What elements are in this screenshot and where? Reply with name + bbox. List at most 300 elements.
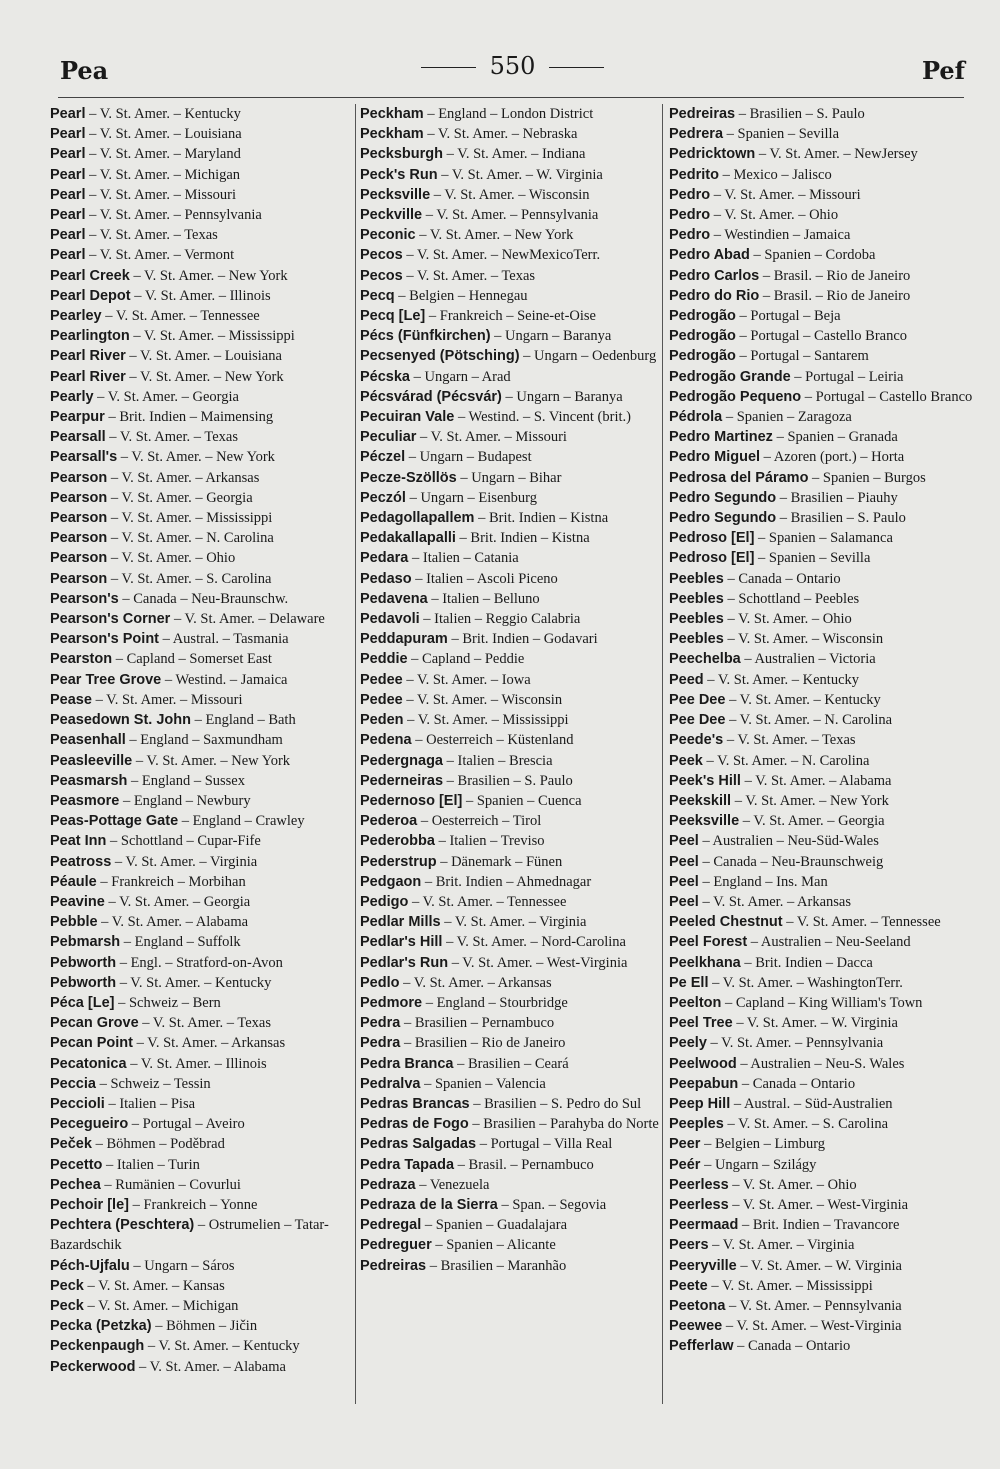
entry-location: – V. St. Amer. – S. Carolina: [723, 1116, 889, 1133]
gazetteer-entry: [50, 225, 348, 245]
entry-location: – Rumänien – Covurlui: [100, 1176, 241, 1193]
entry-place-name: Pebworth: [50, 974, 117, 991]
entry-place-name: Pedroso [El]: [669, 530, 755, 547]
entry-place-name: Pearson: [50, 510, 108, 527]
entry-location: – V. St. Amer. – Ohio: [107, 550, 236, 567]
entry-place-name: Peely: [669, 1035, 707, 1052]
entry-place-name: Peetona: [669, 1297, 726, 1314]
entry-place-name: Pechea: [50, 1176, 101, 1193]
gazetteer-entry: [50, 872, 348, 892]
entry-location: – V. St. Amer. – Virginia: [111, 853, 258, 870]
gazetteer-entry: [360, 609, 665, 629]
entry-place-name: Pearson: [50, 570, 108, 587]
gazetteer-entry: [360, 245, 665, 265]
entry-location: – V. St. Amer. – Virginia: [708, 1237, 855, 1254]
entry-place-name: Pecka (Petzka): [50, 1318, 152, 1335]
entry-location: – V. St. Amer. – New York: [125, 368, 284, 385]
entry-place-name: Peculiar: [360, 429, 417, 446]
entry-place-name: Peermaad: [669, 1217, 739, 1234]
entry-location: – Brit. Indien – Dacca: [740, 954, 873, 971]
entry-place-name: Pedrosa del Páramo: [669, 469, 809, 486]
entry-location: – V. St. Amer. – Nord-Carolina: [442, 934, 626, 951]
gazetteer-entry: [50, 104, 348, 124]
entry-location: – V. St. Amer. – Louisiana: [125, 348, 282, 365]
entry-location: – V. St. Amer. – Wisconsin: [723, 631, 884, 648]
gazetteer-entry: [50, 1074, 348, 1094]
gazetteer-entry: [360, 1235, 665, 1255]
entry-place-name: Pedlo: [360, 974, 400, 991]
header-left-guideword: Pea: [60, 56, 109, 85]
gazetteer-entry: [669, 1114, 977, 1134]
entry-place-name: Pedreiras: [669, 106, 736, 122]
entry-location: – V. St. Amer. – Wisconsin: [430, 186, 590, 203]
gazetteer-entry: [360, 266, 665, 286]
entry-location: – England – Bath: [191, 712, 296, 729]
gazetteer-entry: [669, 468, 977, 488]
entry-location: – V. St. Amer. – Texas: [138, 1015, 271, 1032]
gazetteer-entry: [669, 670, 977, 690]
entry-location: – Australien – Neu-Süd-Wales: [698, 833, 879, 850]
entry-location: – V. St. Amer. – Tennessee: [101, 308, 260, 325]
entry-place-name: Pederneiras: [360, 772, 444, 789]
entry-location: – V. St. Amer. – Georgia: [739, 813, 885, 830]
entry-location: – Frankreich – Seine-et-Oise: [425, 308, 596, 325]
gazetteer-entry: [669, 346, 977, 366]
entry-place-name: Pecq [Le]: [360, 308, 426, 325]
gazetteer-entry: [669, 1033, 977, 1053]
gazetteer-entry: [669, 306, 977, 326]
entry-location: – Brit. Indien – Maimensing: [104, 409, 274, 426]
entry-location: – Oesterreich – Tirol: [417, 813, 542, 830]
gazetteer-entry: [669, 1256, 977, 1276]
entry-place-name: Pecze-Szöllös: [360, 469, 457, 486]
entry-location: – V. St. Amer. – Arkansas: [698, 893, 851, 910]
entry-location: – V. St. Amer. – Texas: [85, 227, 218, 244]
entry-place-name: Pearson: [50, 530, 108, 547]
gazetteer-entry: [669, 104, 977, 124]
entry-location: – V. St. Amer. – NewMexicoTerr.: [402, 247, 601, 264]
entry-location: – V. St. Amer. – Wisconsin: [402, 691, 563, 708]
gazetteer-entry: [669, 831, 977, 851]
entry-location: – V. St. Amer. – Missouri: [710, 186, 861, 203]
entry-location: – V. St. Amer. – Michigan: [83, 1297, 239, 1314]
entry-place-name: Peel Forest: [669, 934, 748, 951]
gazetteer-entry: [50, 407, 348, 427]
entry-location: – V. St. Amer. – Tennessee: [782, 914, 941, 931]
entry-location: – Canada – Ontario: [723, 570, 841, 587]
gazetteer-entry: [669, 973, 977, 993]
entry-location: – Ungarn – Bihar: [456, 469, 562, 486]
gazetteer-entry: [50, 165, 348, 185]
gazetteer-entry: [50, 286, 348, 306]
entry-location: – Italien – Catania: [408, 550, 519, 567]
gazetteer-entry: [360, 1114, 665, 1134]
header-dash-right: [549, 67, 604, 68]
gazetteer-entry: [360, 1175, 665, 1195]
gazetteer-entry: [360, 690, 665, 710]
gazetteer-entry: [669, 932, 977, 952]
entry-place-name: Pe Ell: [669, 974, 709, 991]
gazetteer-entry: [50, 1296, 348, 1316]
gazetteer-entry: [669, 205, 977, 225]
entry-place-name: Pedrogão: [669, 348, 736, 365]
gazetteer-entry: [360, 427, 665, 447]
entry-location: – Australien – Neu-S. Wales: [736, 1055, 905, 1072]
entry-place-name: Pearl: [50, 227, 86, 244]
gazetteer-entry: [669, 1316, 977, 1336]
entry-location: – Portugal – Beja: [735, 308, 841, 325]
entry-place-name: Pedro: [669, 207, 711, 224]
entry-location: – V. St. Amer. – Kentucky: [116, 974, 272, 991]
entry-place-name: Pearsall: [50, 429, 106, 446]
entry-place-name: Pedra: [360, 1035, 401, 1052]
entry-location: – Brit. Indien – Travancore: [738, 1217, 900, 1234]
entry-place-name: Pedgaon: [360, 873, 422, 890]
gazetteer-entry: [50, 508, 348, 528]
entry-place-name: Pecatonica: [50, 1055, 127, 1072]
entry-place-name: Pecsenyed (Pötsching): [360, 348, 520, 365]
entry-place-name: Pedraza: [360, 1176, 416, 1193]
gazetteer-entry: [360, 811, 665, 831]
entry-place-name: Peden: [360, 712, 404, 729]
entry-place-name: Pearson's: [50, 590, 119, 607]
entry-location: – V. St. Amer. – Pennsylvania: [422, 207, 599, 224]
entry-place-name: Pécska: [360, 368, 410, 385]
entry-location: – V. St. Amer. – Arkansas: [133, 1035, 286, 1052]
entry-place-name: Pedraza de la Sierra: [360, 1196, 498, 1213]
entry-location: – V. St. Amer. – Missouri: [91, 691, 243, 708]
entry-place-name: Pecan Point: [50, 1035, 133, 1052]
entry-place-name: Pearley: [50, 308, 102, 325]
entry-location: – V. St. Amer. – Louisiana: [85, 126, 242, 143]
entry-place-name: Pearl: [50, 207, 86, 224]
gazetteer-entry: [50, 1114, 348, 1134]
gazetteer-entry: [669, 730, 977, 750]
gazetteer-entry: [50, 649, 348, 669]
entry-location: – V. St. Amer. – Kansas: [83, 1277, 225, 1294]
entry-place-name: Pedras Brancas: [360, 1095, 470, 1112]
entry-location: – Austral. – Süd-Australien: [730, 1095, 893, 1112]
entry-location: – Brit. Indien – Ahmednagar: [421, 873, 592, 890]
entry-location: – Schottland – Cupar-Fife: [106, 833, 261, 850]
entry-location: – England – Crawley: [178, 813, 305, 830]
gazetteer-entry: [360, 488, 665, 508]
entry-location: – V. St. Amer. – S. Carolina: [107, 570, 272, 587]
gazetteer-entry: [669, 629, 977, 649]
entry-location: – V. St. Amer. – Mississippi: [403, 712, 569, 729]
entry-location: – Dänemark – Fünen: [436, 853, 563, 870]
gazetteer-entry: [360, 1013, 665, 1033]
gazetteer-entry: [50, 367, 348, 387]
gazetteer-entry: [669, 1336, 977, 1356]
entry-location: – Böhmen – Poděbrad: [91, 1136, 225, 1153]
gazetteer-entry: [50, 1013, 348, 1033]
entry-place-name: Peasenhall: [50, 732, 126, 749]
gazetteer-entry: [669, 367, 977, 387]
entry-location: – Portugal – Castello Branco: [735, 328, 908, 345]
gazetteer-entry: [50, 569, 348, 589]
gazetteer-entry: [50, 1357, 348, 1377]
entry-place-name: Peck: [50, 1297, 84, 1314]
page-number-block: [60, 52, 965, 80]
entry-location: – V. St. Amer. – New York: [132, 752, 291, 769]
entry-place-name: Peel: [669, 893, 699, 910]
entry-location: – Brasil. – Rio de Janeiro: [759, 287, 911, 304]
entry-location: – Spanien – Cordoba: [749, 247, 876, 264]
entry-place-name: Pederobba: [360, 833, 435, 850]
gazetteer-entry: [50, 932, 348, 952]
entry-location: – Italien – Turin: [102, 1156, 200, 1173]
entry-place-name: Pebmarsh: [50, 934, 121, 951]
entry-place-name: Peers: [669, 1237, 709, 1254]
gazetteer-entry: [50, 528, 348, 548]
gazetteer-entry: [360, 528, 665, 548]
entry-place-name: Peede's: [669, 732, 724, 749]
entry-place-name: Péca [Le]: [50, 994, 115, 1011]
entry-place-name: Pederstrup: [360, 853, 437, 870]
entry-location: – Portugal – Leiria: [790, 368, 904, 385]
entry-location: – Spanien – Zaragoza: [722, 409, 852, 426]
entry-place-name: Peasmarsh: [50, 772, 128, 789]
entry-location: – Canada – Neu-Braunschw.: [118, 590, 289, 607]
gazetteer-entry: [360, 286, 665, 306]
entry-location: – Canada – Ontario: [738, 1075, 856, 1092]
entry-location: – Brasilien – S. Paulo: [776, 510, 906, 527]
entry-place-name: Pechoir [le]: [50, 1196, 129, 1213]
gazetteer-entry: [50, 1033, 348, 1053]
entry-location: – V. St. Amer. – Georgia: [93, 388, 239, 405]
entry-place-name: Peekskill: [669, 792, 732, 809]
gazetteer-entry: [360, 407, 665, 427]
gazetteer-entry: [360, 387, 665, 407]
gazetteer-entry: [669, 447, 977, 467]
entry-location: – V. St. Amer. – Illinois: [130, 287, 271, 304]
entry-location: – V. St. Amer. – Mississippi: [107, 510, 273, 527]
gazetteer-entry: [360, 346, 665, 366]
entry-location: – England – London District: [423, 106, 594, 122]
gazetteer-entry: [50, 993, 348, 1013]
entry-location: – Frankreich – Morbihan: [96, 873, 246, 890]
gazetteer-entry: [50, 326, 348, 346]
gazetteer-entry: [669, 548, 977, 568]
entry-location: – V. St. Amer. – W. Virginia: [732, 1015, 898, 1032]
entry-location: – V. St. Amer. – Texas: [402, 267, 536, 284]
entry-place-name: Pedro Segundo: [669, 510, 777, 527]
entry-place-name: Pecos: [360, 267, 403, 284]
gazetteer-entry: [360, 447, 665, 467]
entry-location: – Brasilien – Ceará: [453, 1055, 569, 1072]
entry-place-name: Peckenpaugh: [50, 1338, 145, 1355]
gazetteer-entry: [360, 1054, 665, 1074]
entry-place-name: Pecksburgh: [360, 146, 443, 163]
entry-location: – V. St. Amer. – Pennsylvania: [706, 1035, 884, 1052]
entry-place-name: Péch-Ujfalu: [50, 1257, 130, 1274]
entry-place-name: Peavine: [50, 893, 105, 910]
entry-location: – V. St. Amer. – New York: [731, 792, 889, 809]
entry-place-name: Peček: [50, 1136, 92, 1153]
entry-location: – Spanien – Alicante: [431, 1237, 556, 1254]
entry-place-name: Pearsall's: [50, 449, 118, 466]
entry-place-name: Peete: [669, 1277, 708, 1294]
entry-place-name: Pechtera (Peschtera): [50, 1217, 195, 1234]
header-right-guideword: Pef: [922, 56, 965, 85]
entry-place-name: Peconic: [360, 227, 416, 244]
entry-location: – Canada – Ontario: [733, 1338, 851, 1355]
entry-location: – Brasilien – Piauhy: [776, 489, 898, 506]
entry-place-name: Peepabun: [669, 1075, 739, 1092]
gazetteer-entry: [669, 1013, 977, 1033]
entry-location: – Australien – Victoria: [740, 651, 876, 668]
entry-place-name: Peccia: [50, 1075, 96, 1092]
entry-location: – V. St. Amer. – W. Virginia: [736, 1257, 902, 1274]
gazetteer-entry: [360, 548, 665, 568]
entry-place-name: Peeryville: [669, 1257, 737, 1274]
gazetteer-entry: [50, 1054, 348, 1074]
entry-place-name: Peck's Run: [360, 166, 438, 183]
gazetteer-entry: [669, 852, 977, 872]
gazetteer-entry: [360, 468, 665, 488]
gazetteer-entry: [50, 670, 348, 690]
entry-location: – Spanien – Salamanca: [754, 530, 893, 547]
gazetteer-entry: [669, 771, 977, 791]
gazetteer-entry: [360, 104, 665, 124]
entry-place-name: Peel: [669, 873, 699, 890]
gazetteer-entry: [360, 124, 665, 144]
entry-place-name: Pedro Segundo: [669, 489, 777, 506]
entry-location: – Spanien – Sevilla: [754, 550, 871, 567]
entry-location: – Ostrumelien – Tatar-Bazardschik: [50, 1217, 329, 1254]
gazetteer-entry: [360, 1155, 665, 1175]
gazetteer-entry: [669, 1074, 977, 1094]
entry-location: – Engl. – Stratford-on-Avon: [116, 954, 283, 971]
gazetteer-entry: [50, 892, 348, 912]
gazetteer-entry: [669, 690, 977, 710]
entry-place-name: Peckham: [360, 126, 424, 143]
entry-place-name: Peel Tree: [669, 1015, 733, 1032]
gazetteer-entry: [669, 1054, 977, 1074]
gazetteer-entry: [669, 528, 977, 548]
gazetteer-entry: [50, 488, 348, 508]
entry-location: – Italien – Belluno: [427, 590, 540, 607]
entry-location: – V. St. Amer. – Nebraska: [423, 126, 578, 143]
entry-place-name: Pederoa: [360, 813, 418, 830]
entry-place-name: Pedigo: [360, 893, 409, 910]
entry-place-name: Pedra Branca: [360, 1055, 454, 1072]
entry-place-name: Pedro Martinez: [669, 429, 773, 446]
gazetteer-entry: [669, 266, 977, 286]
entry-location: – Spanien – Granada: [772, 429, 898, 446]
gazetteer-entry: [669, 1155, 977, 1175]
entry-place-name: Pedroso [El]: [669, 550, 755, 567]
entry-place-name: Peerless: [669, 1176, 729, 1193]
gazetteer-entry: [360, 508, 665, 528]
gazetteer-entry: [360, 892, 665, 912]
gazetteer-entry: [360, 1094, 665, 1114]
entry-place-name: Pedakallapalli: [360, 530, 456, 547]
entry-place-name: Peechelba: [669, 651, 741, 668]
entry-place-name: Pearpur: [50, 409, 105, 426]
entry-location: – Portugal – Santarem: [735, 348, 869, 365]
entry-location: – V. St. Amer. – Arkansas: [107, 469, 260, 486]
entry-place-name: Peebles: [669, 590, 724, 607]
gazetteer-entry: [669, 286, 977, 306]
gazetteer-entry: [360, 852, 665, 872]
gazetteer-entry: [50, 1155, 348, 1175]
gazetteer-entry: [669, 811, 977, 831]
entry-location: – Ungarn – Oedenburg: [519, 348, 657, 365]
entry-location: – Ungarn – Arad: [410, 368, 511, 385]
entry-location: – Canada – Neu-Braunschweig: [698, 853, 884, 870]
gazetteer-entry: [50, 447, 348, 467]
entry-place-name: Pedee: [360, 671, 403, 688]
entry-place-name: Pedagollapallem: [360, 510, 475, 527]
entry-location: – England – Saxmundham: [125, 732, 283, 749]
entry-location: – Ungarn – Baranya: [501, 388, 623, 405]
gazetteer-entry: [50, 912, 348, 932]
gazetteer-entry: [50, 953, 348, 973]
gazetteer-entry: [50, 690, 348, 710]
gazetteer-entry: [360, 569, 665, 589]
entry-location: – England – Suffolk: [120, 934, 241, 951]
gazetteer-entry: [669, 649, 977, 669]
entry-place-name: Pear Tree Grove: [50, 671, 162, 688]
entry-place-name: Pearson: [50, 550, 108, 567]
entry-location: – V. St. Amer. – Kentucky: [703, 671, 860, 688]
entry-location: – V. St. Amer. – New York: [415, 227, 574, 244]
entry-location: – V. St. Amer. – Vermont: [85, 247, 235, 264]
entry-place-name: Pedralva: [360, 1075, 421, 1092]
entry-location: – Brasilien – Maranhão: [426, 1257, 567, 1274]
entry-location: – V. St. Amer. – West-Virginia: [448, 954, 628, 971]
gazetteer-entry: [669, 569, 977, 589]
entry-location: – V. St. Amer. – Georgia: [107, 489, 253, 506]
gazetteer-entry: [50, 1336, 348, 1356]
entry-place-name: Peddapuram: [360, 631, 448, 648]
gazetteer-entry: [669, 953, 977, 973]
entry-place-name: Pedro Carlos: [669, 267, 760, 284]
gazetteer-entry: [50, 609, 348, 629]
gazetteer-entry: [360, 205, 665, 225]
gazetteer-entry: [669, 488, 977, 508]
entry-place-name: Pedergnaga: [360, 752, 443, 769]
entry-location: – V. St. Amer. – N. Carolina: [107, 530, 274, 547]
entry-place-name: Pedro Miguel: [669, 449, 761, 466]
entry-place-name: Pearson's Point: [50, 631, 160, 648]
gazetteer-entry: [360, 993, 665, 1013]
gazetteer-entry: [360, 1033, 665, 1053]
column-2: [355, 104, 665, 1404]
entry-location: – Westind. – Jamaica: [161, 671, 288, 688]
entry-place-name: Peebles: [669, 570, 724, 587]
gazetteer-entry: [669, 508, 977, 528]
gazetteer-entry: [50, 427, 348, 447]
entry-place-name: Peebles: [669, 631, 724, 648]
entry-location: – Böhmen – Jičin: [151, 1318, 258, 1335]
entry-location: – Australien – Neu-Seeland: [747, 934, 911, 951]
entry-location: – Span. – Segovia: [497, 1196, 607, 1213]
gazetteer-entry: [50, 266, 348, 286]
gazetteer-entry: [669, 993, 977, 1013]
entry-location: – Schweiz – Tessin: [95, 1075, 211, 1092]
gazetteer-entry: [360, 791, 665, 811]
entry-place-name: Pécs (Fünfkirchen): [360, 328, 491, 345]
page-number: 550: [489, 52, 536, 80]
gazetteer-entry: [50, 1195, 348, 1215]
page-header: [60, 48, 965, 88]
entry-location: – V. St. Amer. – Michigan: [85, 166, 241, 183]
entry-location: – V. St. Amer. – Missouri: [416, 429, 567, 446]
column-3: [662, 104, 977, 1404]
